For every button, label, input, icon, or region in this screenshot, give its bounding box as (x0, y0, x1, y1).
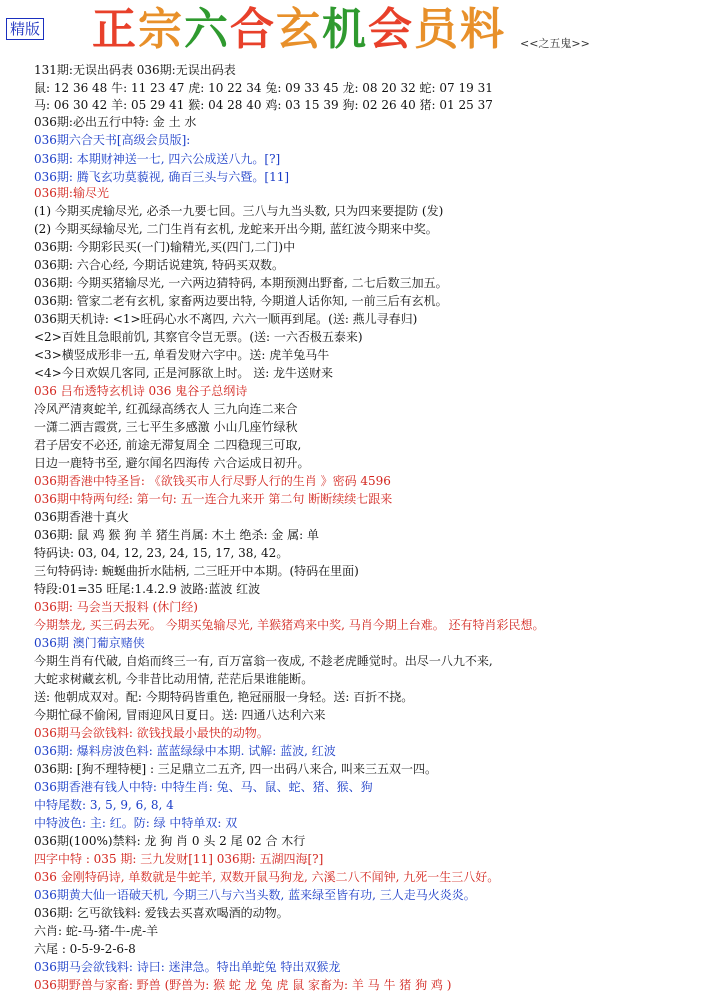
title-char: 员 (414, 4, 460, 55)
title-char: 会 (368, 4, 414, 55)
content-line: 六肖: 蛇-马-猪-牛-虎-羊 (34, 924, 159, 938)
content-line: 036期六合天书[高级会员版]: (34, 133, 191, 147)
content-line: 036期: 今期彩民买(一门)输精光,买(四门,二门)中 (34, 240, 296, 254)
content-line: 036期香港十真火 (34, 510, 129, 524)
content-line: (1) 今期买虎输尽光, 必杀一九要七回。三八与九当头数, 只为四来要提防 (发) (34, 204, 444, 218)
content-line: 036期: 六合心经, 今期话说建筑, 特码买双数。 (34, 258, 285, 272)
content-line: 036期: 爆料房波色料: 蓝蓝绿绿中本期. 试解: 蓝波, 红波 (34, 744, 336, 758)
content-line: 036期: 今期买猪输尽光, 一六两边猜特码, 本期预测出野畜, 二七后数三加五。 (34, 276, 448, 290)
content-line: 036期: 鼠 鸡 猴 狗 羊 猪生肖属: 木土 绝杀: 金 属: 单 (34, 528, 320, 542)
content-line: <2>百姓且急眼前饥, 其察官令岂无票。(送: 一六否极五泰来) (34, 330, 363, 344)
content-line: 036期:必出五行中特: 金 土 水 (34, 115, 197, 129)
content-line: 036期:输尽光 (34, 186, 109, 200)
content-line: 036期: 乞丐欲钱料: 爱钱去买喜欢喝酒的动物。 (34, 906, 289, 920)
title-char: 合 (230, 4, 276, 55)
page-title (92, 4, 506, 56)
content-line: 日边一鹿特书至, 避尔闻名四海传 六合运成日初升。 (34, 456, 310, 470)
content-line: 036期: 本期财神送一七, 四六公成送八九。[?] (34, 152, 281, 166)
content-line: 大蛇求树藏玄机, 今非昔比动用情, 茫茫后果谁能断。 (34, 672, 314, 686)
content-line: <4>今日欢娱几客同, 正是河豚欲上时。 送: 龙牛送财来 (34, 366, 334, 380)
title-char: 机 (322, 4, 368, 55)
content-line: 036期中特两句经: 第一句: 五一连合九来开 第二句 断断续续七跟来 (34, 492, 393, 506)
content-line: 今期生肖有代破, 自焰而终三一有, 百万富翁一夜成, 不趁老虎睡觉时。出尽一八九不来, (34, 654, 493, 668)
content-line: 036期 澳门葡京赌侠 (34, 636, 145, 650)
content-line: 036期: 腾飞玄功莫藐视, 确百三头与六暨。[11] (34, 170, 290, 184)
content-line: 036 金刚特码诗, 单数就是牛蛇羊, 双数开鼠马狗龙, 六溪二八不闻钟, 九死一生三八好。 (34, 870, 500, 884)
content-line: 冷风严清爽蛇羊, 红孤绿高绣衣人 三九向连二来合 (34, 402, 298, 416)
content-line: 036期香港中特圣旨: 《欲钱买市人行尽野人行的生肖 》密码 4596 (34, 474, 391, 488)
content-line: 中特尾数: 3, 5, 9, 6, 8, 4 (34, 798, 174, 812)
title-char: 正 (92, 4, 138, 55)
content-line: (2) 今期买绿输尽光, 二门生肖有玄机, 龙蛇来开出今期, 蓝红波今期来中奖。 (34, 222, 438, 236)
version-badge: 精版 (6, 18, 44, 40)
title-char: 六 (184, 4, 230, 55)
content-line: 中特波色: 主: 红。防: 绿 中特单双: 双 (34, 816, 238, 830)
content-line: 特码诀: 03, 04, 12, 23, 24, 15, 17, 38, 42。 (34, 546, 289, 560)
content-line: 今期忙碌不偷闲, 冒雨迎风日夏日。送: 四通八达利六来 (34, 708, 326, 722)
content-line: 036期: 管家二老有玄机, 家畜两边要出特, 今期道人话你知, 一前三后有玄机。 (34, 294, 448, 308)
content-line: 036期香港有钱人中特: 中特生肖: 兔、马、鼠、蛇、猪、猴、狗 (34, 780, 373, 794)
content-line: 036期黄大仙一语破天机, 今期三八与六当头数, 蓝来绿至皆有功, 三人走马火炎炎。 (34, 888, 476, 902)
content-line: 036期野兽与家畜: 野兽 (野兽为: 猴 蛇 龙 兔 虎 鼠 家畜为: 羊 马 牛 猪 狗 鸡 ) (34, 978, 452, 992)
content-line: 送: 他朝成双对。配: 今期特码皆重色, 艳冠丽服一身轻。送: 百折不挠。 (34, 690, 414, 704)
content-line: 六尾 : 0-5-9-2-6-8 (34, 942, 136, 956)
content-line: 四字中特 : 035 期: 三九发财[11] 036期: 五湖四海[?] (34, 852, 324, 866)
content-line: 036期: [狗不理特梗] : 三足鼎立二五齐, 四一出码八来合, 叫来三五双一四。 (34, 762, 438, 776)
content-line: 君子居安不必还, 前途无滞复周全 二四稳现三可取, (34, 438, 302, 452)
content-line: 特段:01=35 旺尾:1.4.2.9 波路:蓝波 红波 (34, 582, 261, 596)
content-line: 131期:无误出码表 036期:无误出码表 (34, 63, 236, 77)
title-char: 玄 (276, 4, 322, 55)
content-line: 一潇二洒吉霞赏, 三七平生多感激 小山几座竹绿秋 (34, 420, 298, 434)
content-line: 036期(100%)禁料: 龙 狗 肖 0 头 2 尾 02 合 木行 (34, 834, 306, 848)
content-line: 036期马会欲钱料: 诗曰: 迷津急。特出单蛇兔 特出双猴龙 (34, 960, 341, 974)
page-subtitle: <<之五鬼>> (520, 37, 590, 50)
content-line: 036期: 马会当天报料 (休门经) (34, 600, 198, 614)
content-line: <3>横竖成形非一五, 单看发财六字中。送: 虎羊兔马牛 (34, 348, 330, 362)
content-line: 036 吕布透特玄机诗 036 鬼谷子总纲诗 (34, 384, 248, 398)
content-line: 今期禁龙, 买三码去死。 今期买兔输尽光, 羊猴猪鸡来中奖, 马肖今期上台难。 还有特肖彩民想。 (34, 618, 545, 632)
title-char: 料 (460, 4, 506, 55)
content-line: 鼠: 12 36 48 牛: 11 23 47 虎: 10 22 34 兔: 09 33 45 龙: 08 20 32 蛇: 07 19 31 (34, 81, 493, 95)
title-char: 宗 (138, 4, 184, 55)
content-line: 三句特码诗: 蜿蜒曲折水陆柄, 二三旺开中本期。(特码在里面) (34, 564, 359, 578)
content-line: 036期天机诗: <1>旺码心水不离四, 六六一顺再到尾。(送: 燕儿寻春归) (34, 312, 418, 326)
content-line: 马: 06 30 42 羊: 05 29 41 猴: 04 28 40 鸡: 03 15 39 狗: 02 26 40 猪: 01 25 37 (34, 98, 493, 112)
content-line: 036期马会欲钱料: 欲钱找最小最快的动物。 (34, 726, 269, 740)
